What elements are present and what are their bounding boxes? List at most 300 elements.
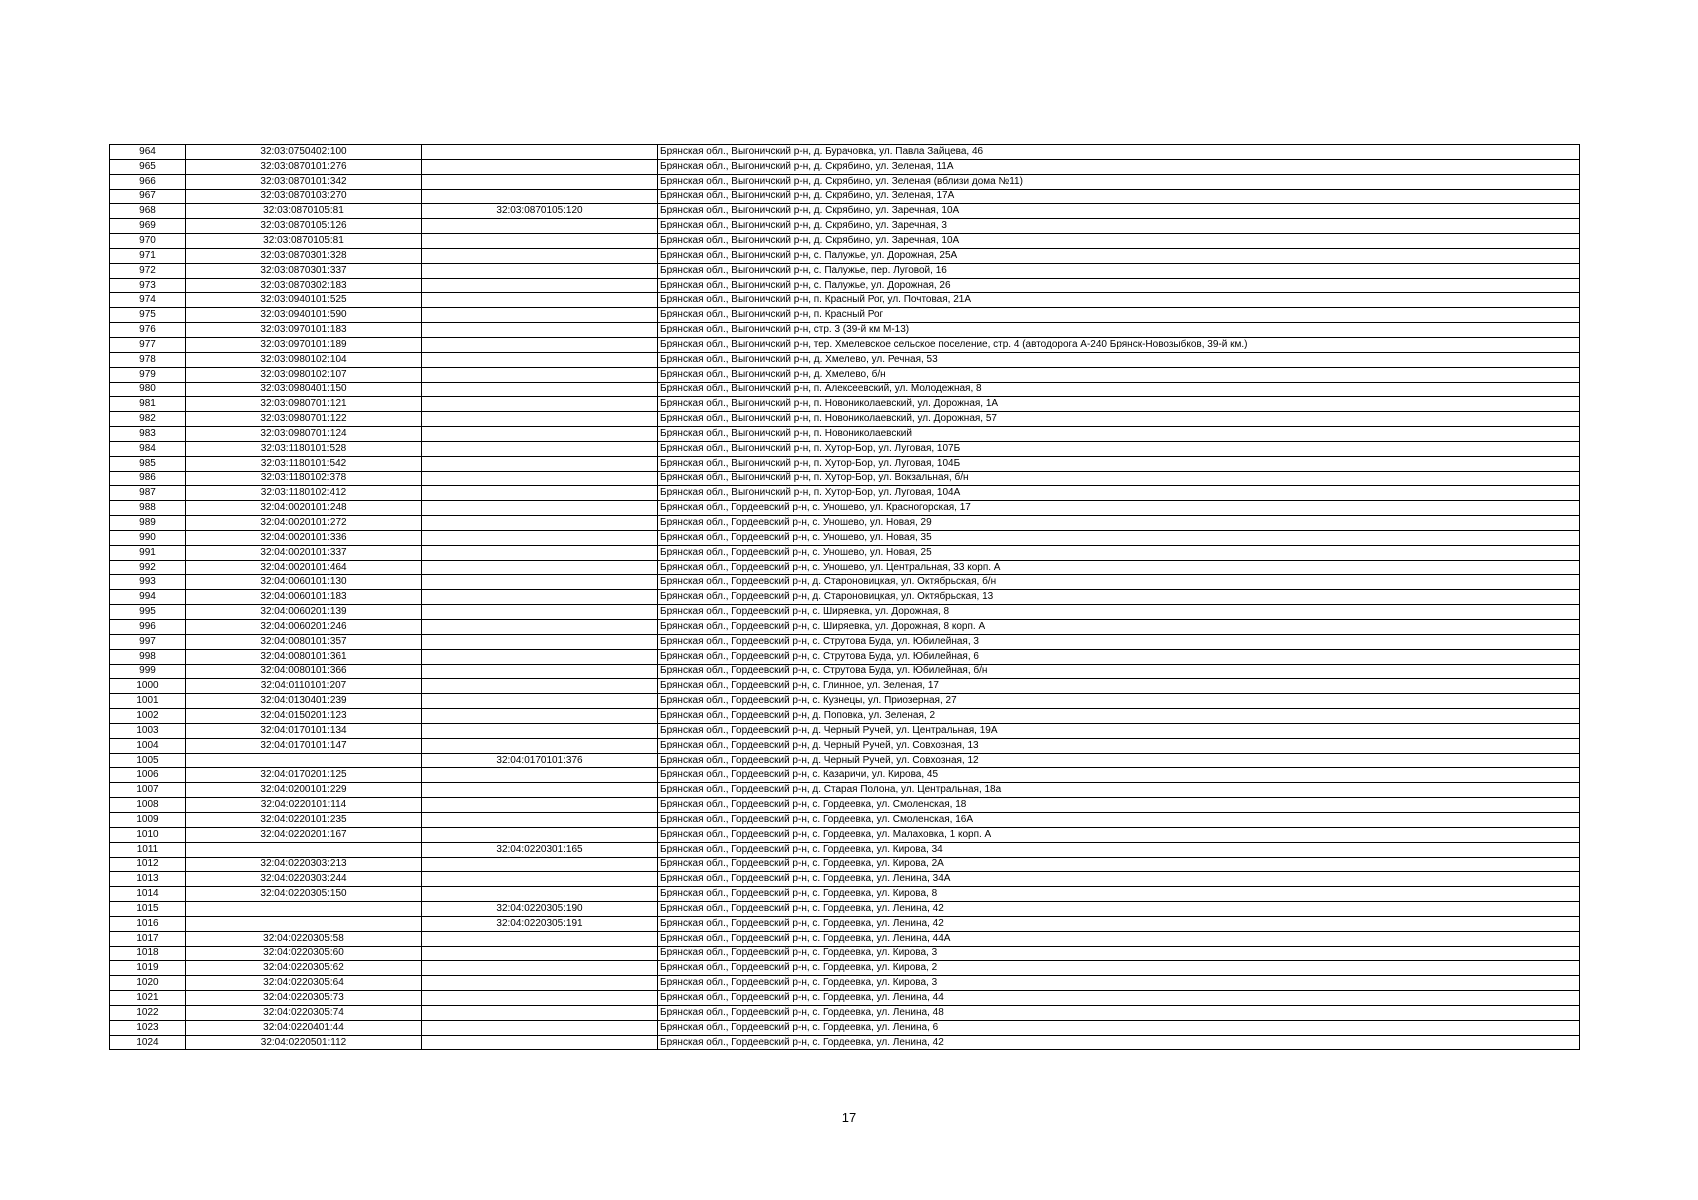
property-table-body	[110, 145, 1580, 1050]
table-row	[110, 530, 1580, 545]
secondary-cadastral-number-cell: 32:04:0170101:376	[422, 753, 658, 768]
cadastral-number-cell: 32:04:0220305:64	[186, 976, 422, 991]
row-number-cell: 966	[110, 174, 186, 189]
address-cell: Брянская обл., Выгоничский р-н, п. Хутор-Бор, ул. Вокзальная, б/н	[658, 471, 1580, 486]
row-number-cell: 1020	[110, 976, 186, 991]
secondary-cadastral-number-cell	[422, 664, 658, 679]
secondary-cadastral-number-cell	[422, 738, 658, 753]
row-number-cell: 976	[110, 323, 186, 338]
address-cell: Брянская обл., Гордеевский р-н, с. Уношево, ул. Новая, 35	[658, 530, 1580, 545]
row-number-cell: 977	[110, 337, 186, 352]
secondary-cadastral-number-cell	[422, 397, 658, 412]
row-number-cell: 1003	[110, 723, 186, 738]
table-row	[110, 694, 1580, 709]
secondary-cadastral-number-cell	[422, 1020, 658, 1035]
row-number-cell: 1019	[110, 961, 186, 976]
address-cell: Брянская обл., Выгоничский р-н, с. Палужье, пер. Луговой, 16	[658, 263, 1580, 278]
address-cell: Брянская обл., Выгоничский р-н, п. Новониколаевский, ул. Дорожная, 57	[658, 412, 1580, 427]
cadastral-number-cell: 32:04:0020101:272	[186, 516, 422, 531]
cadastral-number-cell: 32:03:0980701:122	[186, 412, 422, 427]
row-number-cell: 1001	[110, 694, 186, 709]
address-cell: Брянская обл., Выгоничский р-н, п. Новониколаевский	[658, 427, 1580, 442]
table-row	[110, 976, 1580, 991]
table-row	[110, 367, 1580, 382]
table-row	[110, 471, 1580, 486]
row-number-cell: 973	[110, 278, 186, 293]
row-number-cell: 1023	[110, 1020, 186, 1035]
secondary-cadastral-number-cell	[422, 1035, 658, 1050]
row-number-cell: 997	[110, 634, 186, 649]
table-row	[110, 486, 1580, 501]
secondary-cadastral-number-cell	[422, 486, 658, 501]
secondary-cadastral-number-cell	[422, 501, 658, 516]
cadastral-number-cell: 32:04:0110101:207	[186, 679, 422, 694]
cadastral-number-cell: 32:03:0870103:270	[186, 189, 422, 204]
row-number-cell: 991	[110, 545, 186, 560]
cadastral-number-cell: 32:04:0220305:60	[186, 946, 422, 961]
row-number-cell: 974	[110, 293, 186, 308]
secondary-cadastral-number-cell: 32:04:0220301:165	[422, 842, 658, 857]
secondary-cadastral-number-cell	[422, 590, 658, 605]
table-row	[110, 812, 1580, 827]
table-row	[110, 189, 1580, 204]
cadastral-number-cell: 32:04:0220305:73	[186, 991, 422, 1006]
row-number-cell: 1007	[110, 783, 186, 798]
row-number-cell: 1011	[110, 842, 186, 857]
address-cell: Брянская обл., Выгоничский р-н, д. Скрябино, ул. Зеленая, 11А	[658, 159, 1580, 174]
table-row	[110, 174, 1580, 189]
table-row	[110, 709, 1580, 724]
table-row	[110, 412, 1580, 427]
row-number-cell: 990	[110, 530, 186, 545]
cadastral-number-cell: 32:03:0870101:276	[186, 159, 422, 174]
address-cell: Брянская обл., Гордеевский р-н, с. Струтова Буда, ул. Юбилейная, 3	[658, 634, 1580, 649]
table-row	[110, 961, 1580, 976]
secondary-cadastral-number-cell	[422, 412, 658, 427]
secondary-cadastral-number-cell	[422, 219, 658, 234]
secondary-cadastral-number-cell	[422, 545, 658, 560]
secondary-cadastral-number-cell	[422, 367, 658, 382]
cadastral-number-cell: 32:04:0080101:366	[186, 664, 422, 679]
row-number-cell: 984	[110, 441, 186, 456]
secondary-cadastral-number-cell	[422, 293, 658, 308]
cadastral-number-cell	[186, 916, 422, 931]
table-row	[110, 159, 1580, 174]
row-number-cell: 1021	[110, 991, 186, 1006]
address-cell: Брянская обл., Гордеевский р-н, с. Гордеевка, ул. Кирова, 2А	[658, 857, 1580, 872]
row-number-cell: 982	[110, 412, 186, 427]
cadastral-number-cell: 32:03:0970101:183	[186, 323, 422, 338]
secondary-cadastral-number-cell	[422, 605, 658, 620]
row-number-cell: 1009	[110, 812, 186, 827]
secondary-cadastral-number-cell: 32:04:0220305:190	[422, 902, 658, 917]
table-row	[110, 887, 1580, 902]
address-cell: Брянская обл., Выгоничский р-н, д. Бурачовка, ул. Павла Зайцева, 46	[658, 145, 1580, 160]
table-row	[110, 456, 1580, 471]
table-row	[110, 872, 1580, 887]
secondary-cadastral-number-cell	[422, 560, 658, 575]
cadastral-number-cell: 32:03:0980701:121	[186, 397, 422, 412]
secondary-cadastral-number-cell	[422, 931, 658, 946]
cadastral-number-cell: 32:04:0220101:235	[186, 812, 422, 827]
secondary-cadastral-number-cell	[422, 857, 658, 872]
table-row	[110, 545, 1580, 560]
address-cell: Брянская обл., Гордеевский р-н, с. Гордеевка, ул. Ленина, 42	[658, 1035, 1580, 1050]
row-number-cell: 972	[110, 263, 186, 278]
row-number-cell: 987	[110, 486, 186, 501]
secondary-cadastral-number-cell	[422, 323, 658, 338]
address-cell: Брянская обл., Выгоничский р-н, с. Палужье, ул. Дорожная, 25А	[658, 248, 1580, 263]
secondary-cadastral-number-cell	[422, 352, 658, 367]
row-number-cell: 978	[110, 352, 186, 367]
page-number: 17	[841, 1110, 857, 1125]
secondary-cadastral-number-cell	[422, 575, 658, 590]
address-cell: Брянская обл., Выгоничский р-н, д. Скрябино, ул. Заречная, 10А	[658, 204, 1580, 219]
table-row	[110, 1020, 1580, 1035]
table-row	[110, 664, 1580, 679]
secondary-cadastral-number-cell	[422, 234, 658, 249]
secondary-cadastral-number-cell	[422, 278, 658, 293]
row-number-cell: 979	[110, 367, 186, 382]
cadastral-number-cell: 32:04:0220305:62	[186, 961, 422, 976]
secondary-cadastral-number-cell	[422, 649, 658, 664]
row-number-cell: 1016	[110, 916, 186, 931]
row-number-cell: 968	[110, 204, 186, 219]
cadastral-number-cell: 32:03:0870105:81	[186, 234, 422, 249]
row-number-cell: 975	[110, 308, 186, 323]
secondary-cadastral-number-cell	[422, 1005, 658, 1020]
address-cell: Брянская обл., Выгоничский р-н, д. Скрябино, ул. Заречная, 3	[658, 219, 1580, 234]
secondary-cadastral-number-cell	[422, 887, 658, 902]
table-row	[110, 219, 1580, 234]
table-row	[110, 560, 1580, 575]
secondary-cadastral-number-cell	[422, 798, 658, 813]
address-cell: Брянская обл., Выгоничский р-н, тер. Хмелевское сельское поселение, стр. 4 (автодорога А-240 Брянск-Новозыбков, 39-й км.)	[658, 337, 1580, 352]
address-cell: Брянская обл., Выгоничский р-н, п. Алексеевский, ул. Молодежная, 8	[658, 382, 1580, 397]
address-cell: Брянская обл., Выгоничский р-н, д. Скрябино, ул. Зеленая, 17А	[658, 189, 1580, 204]
secondary-cadastral-number-cell	[422, 709, 658, 724]
secondary-cadastral-number-cell	[422, 827, 658, 842]
address-cell: Брянская обл., Выгоничский р-н, с. Палужье, ул. Дорожная, 26	[658, 278, 1580, 293]
table-row	[110, 263, 1580, 278]
cadastral-number-cell: 32:04:0220401:44	[186, 1020, 422, 1035]
secondary-cadastral-number-cell	[422, 812, 658, 827]
table-row	[110, 902, 1580, 917]
table-row	[110, 857, 1580, 872]
table-row	[110, 634, 1580, 649]
address-cell: Брянская обл., Выгоничский р-н, д. Скрябино, ул. Зеленая (вблизи дома №11)	[658, 174, 1580, 189]
table-row	[110, 723, 1580, 738]
address-cell: Брянская обл., Гордеевский р-н, с. Кузнецы, ул. Приозерная, 27	[658, 694, 1580, 709]
cadastral-number-cell: 32:03:0970101:189	[186, 337, 422, 352]
table-row	[110, 1005, 1580, 1020]
cadastral-number-cell: 32:03:0870302:183	[186, 278, 422, 293]
cadastral-number-cell	[186, 842, 422, 857]
row-number-cell: 988	[110, 501, 186, 516]
cadastral-number-cell: 32:04:0060201:139	[186, 605, 422, 620]
row-number-cell: 996	[110, 620, 186, 635]
address-cell: Брянская обл., Выгоничский р-н, п. Хутор-Бор, ул. Луговая, 104А	[658, 486, 1580, 501]
address-cell: Брянская обл., Гордеевский р-н, д. Черный Ручей, ул. Совхозная, 12	[658, 753, 1580, 768]
secondary-cadastral-number-cell	[422, 456, 658, 471]
cadastral-number-cell: 32:04:0220305:150	[186, 887, 422, 902]
table-row	[110, 427, 1580, 442]
address-cell: Брянская обл., Гордеевский р-н, с. Гордеевка, ул. Кирова, 2	[658, 961, 1580, 976]
table-row	[110, 991, 1580, 1006]
cadastral-number-cell: 32:04:0020101:336	[186, 530, 422, 545]
address-cell: Брянская обл., Выгоничский р-н, д. Скрябино, ул. Заречная, 10А	[658, 234, 1580, 249]
row-number-cell: 1017	[110, 931, 186, 946]
address-cell: Брянская обл., Гордеевский р-н, с. Гордеевка, ул. Кирова, 3	[658, 946, 1580, 961]
row-number-cell: 981	[110, 397, 186, 412]
address-cell: Брянская обл., Выгоничский р-н, стр. 3 (39-й км М-13)	[658, 323, 1580, 338]
table-row	[110, 352, 1580, 367]
row-number-cell: 1008	[110, 798, 186, 813]
address-cell: Брянская обл., Гордеевский р-н, д. Староновицкая, ул. Октябрьская, б/н	[658, 575, 1580, 590]
cadastral-number-cell: 32:03:0980102:107	[186, 367, 422, 382]
cadastral-number-cell: 32:04:0060101:183	[186, 590, 422, 605]
row-number-cell: 994	[110, 590, 186, 605]
row-number-cell: 983	[110, 427, 186, 442]
secondary-cadastral-number-cell	[422, 263, 658, 278]
secondary-cadastral-number-cell	[422, 694, 658, 709]
row-number-cell: 1000	[110, 679, 186, 694]
table-row	[110, 649, 1580, 664]
table-row	[110, 620, 1580, 635]
secondary-cadastral-number-cell	[422, 634, 658, 649]
secondary-cadastral-number-cell	[422, 723, 658, 738]
address-cell: Брянская обл., Гордеевский р-н, д. Поповка, ул. Зеленая, 2	[658, 709, 1580, 724]
table-row	[110, 679, 1580, 694]
address-cell: Брянская обл., Гордеевский р-н, с. Казаричи, ул. Кирова, 45	[658, 768, 1580, 783]
secondary-cadastral-number-cell	[422, 679, 658, 694]
address-cell: Брянская обл., Гордеевский р-н, д. Старая Полона, ул. Центральная, 18а	[658, 783, 1580, 798]
table-row	[110, 278, 1580, 293]
table-row	[110, 293, 1580, 308]
secondary-cadastral-number-cell	[422, 991, 658, 1006]
secondary-cadastral-number-cell	[422, 189, 658, 204]
property-table	[109, 144, 1580, 1050]
secondary-cadastral-number-cell	[422, 337, 658, 352]
secondary-cadastral-number-cell	[422, 308, 658, 323]
secondary-cadastral-number-cell	[422, 145, 658, 160]
row-number-cell: 1005	[110, 753, 186, 768]
cadastral-number-cell: 32:04:0080101:357	[186, 634, 422, 649]
table-row	[110, 337, 1580, 352]
row-number-cell: 964	[110, 145, 186, 160]
row-number-cell: 1022	[110, 1005, 186, 1020]
table-row	[110, 248, 1580, 263]
row-number-cell: 971	[110, 248, 186, 263]
address-cell: Брянская обл., Гордеевский р-н, с. Гордеевка, ул. Смоленская, 16А	[658, 812, 1580, 827]
table-row	[110, 1035, 1580, 1050]
address-cell: Брянская обл., Гордеевский р-н, с. Гордеевка, ул. Ленина, 34А	[658, 872, 1580, 887]
secondary-cadastral-number-cell	[422, 530, 658, 545]
secondary-cadastral-number-cell	[422, 516, 658, 531]
address-cell: Брянская обл., Выгоничский р-н, п. Красный Рог	[658, 308, 1580, 323]
address-cell: Брянская обл., Гордеевский р-н, с. Гордеевка, ул. Смоленская, 18	[658, 798, 1580, 813]
row-number-cell: 965	[110, 159, 186, 174]
row-number-cell: 980	[110, 382, 186, 397]
row-number-cell: 998	[110, 649, 186, 664]
cadastral-number-cell	[186, 753, 422, 768]
row-number-cell: 967	[110, 189, 186, 204]
address-cell: Брянская обл., Гордеевский р-н, с. Струтова Буда, ул. Юбилейная, 6	[658, 649, 1580, 664]
secondary-cadastral-number-cell	[422, 976, 658, 991]
table-row	[110, 783, 1580, 798]
secondary-cadastral-number-cell: 32:03:0870105:120	[422, 204, 658, 219]
address-cell: Брянская обл., Гордеевский р-н, д. Черный Ручей, ул. Совхозная, 13	[658, 738, 1580, 753]
table-row	[110, 753, 1580, 768]
cadastral-number-cell: 32:03:0940101:590	[186, 308, 422, 323]
cadastral-number-cell: 32:03:1180102:378	[186, 471, 422, 486]
address-cell: Брянская обл., Гордеевский р-н, с. Гордеевка, ул. Ленина, 48	[658, 1005, 1580, 1020]
table-row	[110, 738, 1580, 753]
table-row	[110, 516, 1580, 531]
cadastral-number-cell: 32:03:0870301:337	[186, 263, 422, 278]
address-cell: Брянская обл., Гордеевский р-н, с. Уношево, ул. Красногорская, 17	[658, 501, 1580, 516]
address-cell: Брянская обл., Гордеевский р-н, с. Ширяевка, ул. Дорожная, 8	[658, 605, 1580, 620]
table-row	[110, 501, 1580, 516]
cadastral-number-cell: 32:03:0940101:525	[186, 293, 422, 308]
cadastral-number-cell: 32:03:0870105:126	[186, 219, 422, 234]
table-row	[110, 590, 1580, 605]
row-number-cell: 1015	[110, 902, 186, 917]
address-cell: Брянская обл., Гордеевский р-н, с. Глинное, ул. Зеленая, 17	[658, 679, 1580, 694]
cadastral-number-cell: 32:03:1180101:528	[186, 441, 422, 456]
row-number-cell: 969	[110, 219, 186, 234]
address-cell: Брянская обл., Гордеевский р-н, с. Гордеевка, ул. Ленина, 44	[658, 991, 1580, 1006]
cadastral-number-cell: 32:04:0020101:464	[186, 560, 422, 575]
table-row	[110, 204, 1580, 219]
cadastral-number-cell: 32:04:0020101:248	[186, 501, 422, 516]
address-cell: Брянская обл., Гордеевский р-н, с. Гордеевка, ул. Ленина, 42	[658, 902, 1580, 917]
cadastral-number-cell: 32:04:0170101:147	[186, 738, 422, 753]
row-number-cell: 1018	[110, 946, 186, 961]
cadastral-number-cell: 32:04:0220303:213	[186, 857, 422, 872]
row-number-cell: 1004	[110, 738, 186, 753]
table-row	[110, 605, 1580, 620]
row-number-cell: 1012	[110, 857, 186, 872]
address-cell: Брянская обл., Гордеевский р-н, с. Гордеевка, ул. Ленина, 42	[658, 916, 1580, 931]
cadastral-number-cell: 32:03:0870105:81	[186, 204, 422, 219]
secondary-cadastral-number-cell	[422, 768, 658, 783]
row-number-cell: 995	[110, 605, 186, 620]
table-row	[110, 441, 1580, 456]
cadastral-number-cell: 32:03:0980102:104	[186, 352, 422, 367]
cadastral-number-cell: 32:04:0220501:112	[186, 1035, 422, 1050]
row-number-cell: 1010	[110, 827, 186, 842]
cadastral-number-cell: 32:04:0170101:134	[186, 723, 422, 738]
row-number-cell: 999	[110, 664, 186, 679]
table-row	[110, 234, 1580, 249]
table-row	[110, 145, 1580, 160]
cadastral-number-cell: 32:04:0200101:229	[186, 783, 422, 798]
row-number-cell: 1024	[110, 1035, 186, 1050]
secondary-cadastral-number-cell	[422, 783, 658, 798]
address-cell: Брянская обл., Выгоничский р-н, п. Красный Рог, ул. Почтовая, 21А	[658, 293, 1580, 308]
row-number-cell: 986	[110, 471, 186, 486]
cadastral-number-cell: 32:04:0220201:167	[186, 827, 422, 842]
row-number-cell: 993	[110, 575, 186, 590]
cadastral-number-cell: 32:04:0060201:246	[186, 620, 422, 635]
secondary-cadastral-number-cell	[422, 427, 658, 442]
secondary-cadastral-number-cell	[422, 174, 658, 189]
address-cell: Брянская обл., Гордеевский р-н, с. Ширяевка, ул. Дорожная, 8 корп. А	[658, 620, 1580, 635]
secondary-cadastral-number-cell: 32:04:0220305:191	[422, 916, 658, 931]
table-row	[110, 323, 1580, 338]
address-cell: Брянская обл., Гордеевский р-н, с. Гордеевка, ул. Малаховка, 1 корп. А	[658, 827, 1580, 842]
row-number-cell: 985	[110, 456, 186, 471]
table-row	[110, 768, 1580, 783]
cadastral-number-cell: 32:03:1180101:542	[186, 456, 422, 471]
table-row	[110, 827, 1580, 842]
address-cell: Брянская обл., Выгоничский р-н, д. Хмелево, ул. Речная, 53	[658, 352, 1580, 367]
cadastral-number-cell: 32:04:0170201:125	[186, 768, 422, 783]
address-cell: Брянская обл., Выгоничский р-н, п. Хутор-Бор, ул. Луговая, 104Б	[658, 456, 1580, 471]
table-row	[110, 382, 1580, 397]
cadastral-number-cell: 32:04:0220305:74	[186, 1005, 422, 1020]
cadastral-number-cell: 32:03:0980401:150	[186, 382, 422, 397]
cadastral-number-cell: 32:04:0150201:123	[186, 709, 422, 724]
row-number-cell: 970	[110, 234, 186, 249]
table-row	[110, 798, 1580, 813]
secondary-cadastral-number-cell	[422, 382, 658, 397]
secondary-cadastral-number-cell	[422, 248, 658, 263]
cadastral-number-cell: 32:03:0870101:342	[186, 174, 422, 189]
address-cell: Брянская обл., Гордеевский р-н, с. Уношево, ул. Новая, 25	[658, 545, 1580, 560]
cadastral-number-cell: 32:04:0130401:239	[186, 694, 422, 709]
cadastral-number-cell: 32:04:0220305:58	[186, 931, 422, 946]
address-cell: Брянская обл., Гордеевский р-н, д. Староновицкая, ул. Октябрьская, 13	[658, 590, 1580, 605]
secondary-cadastral-number-cell	[422, 872, 658, 887]
address-cell: Брянская обл., Гордеевский р-н, с. Гордеевка, ул. Кирова, 3	[658, 976, 1580, 991]
cadastral-number-cell: 32:04:0080101:361	[186, 649, 422, 664]
cadastral-number-cell: 32:03:0980701:124	[186, 427, 422, 442]
address-cell: Брянская обл., Гордеевский р-н, д. Черный Ручей, ул. Центральная, 19А	[658, 723, 1580, 738]
secondary-cadastral-number-cell	[422, 159, 658, 174]
cadastral-number-cell: 32:03:0750402:100	[186, 145, 422, 160]
cadastral-number-cell: 32:04:0020101:337	[186, 545, 422, 560]
address-cell: Брянская обл., Выгоничский р-н, д. Хмелево, б/н	[658, 367, 1580, 382]
table-row	[110, 916, 1580, 931]
secondary-cadastral-number-cell	[422, 946, 658, 961]
address-cell: Брянская обл., Гордеевский р-н, с. Уношево, ул. Центральная, 33 корп. А	[658, 560, 1580, 575]
cadastral-number-cell: 32:03:1180102:412	[186, 486, 422, 501]
row-number-cell: 1006	[110, 768, 186, 783]
secondary-cadastral-number-cell	[422, 620, 658, 635]
secondary-cadastral-number-cell	[422, 441, 658, 456]
address-cell: Брянская обл., Гордеевский р-н, с. Струтова Буда, ул. Юбилейная, б/н	[658, 664, 1580, 679]
address-cell: Брянская обл., Выгоничский р-н, п. Новониколаевский, ул. Дорожная, 1А	[658, 397, 1580, 412]
address-cell: Брянская обл., Выгоничский р-н, п. Хутор-Бор, ул. Луговая, 107Б	[658, 441, 1580, 456]
table-row	[110, 842, 1580, 857]
cadastral-number-cell: 32:04:0220101:114	[186, 798, 422, 813]
table-row	[110, 931, 1580, 946]
row-number-cell: 1002	[110, 709, 186, 724]
address-cell: Брянская обл., Гордеевский р-н, с. Гордеевка, ул. Ленина, 44А	[658, 931, 1580, 946]
row-number-cell: 1014	[110, 887, 186, 902]
table-row	[110, 397, 1580, 412]
secondary-cadastral-number-cell	[422, 961, 658, 976]
table-row	[110, 308, 1580, 323]
row-number-cell: 992	[110, 560, 186, 575]
cadastral-number-cell: 32:04:0220303:244	[186, 872, 422, 887]
cadastral-number-cell: 32:03:0870301:328	[186, 248, 422, 263]
address-cell: Брянская обл., Гордеевский р-н, с. Уношево, ул. Новая, 29	[658, 516, 1580, 531]
cadastral-number-cell: 32:04:0060101:130	[186, 575, 422, 590]
table-row	[110, 575, 1580, 590]
